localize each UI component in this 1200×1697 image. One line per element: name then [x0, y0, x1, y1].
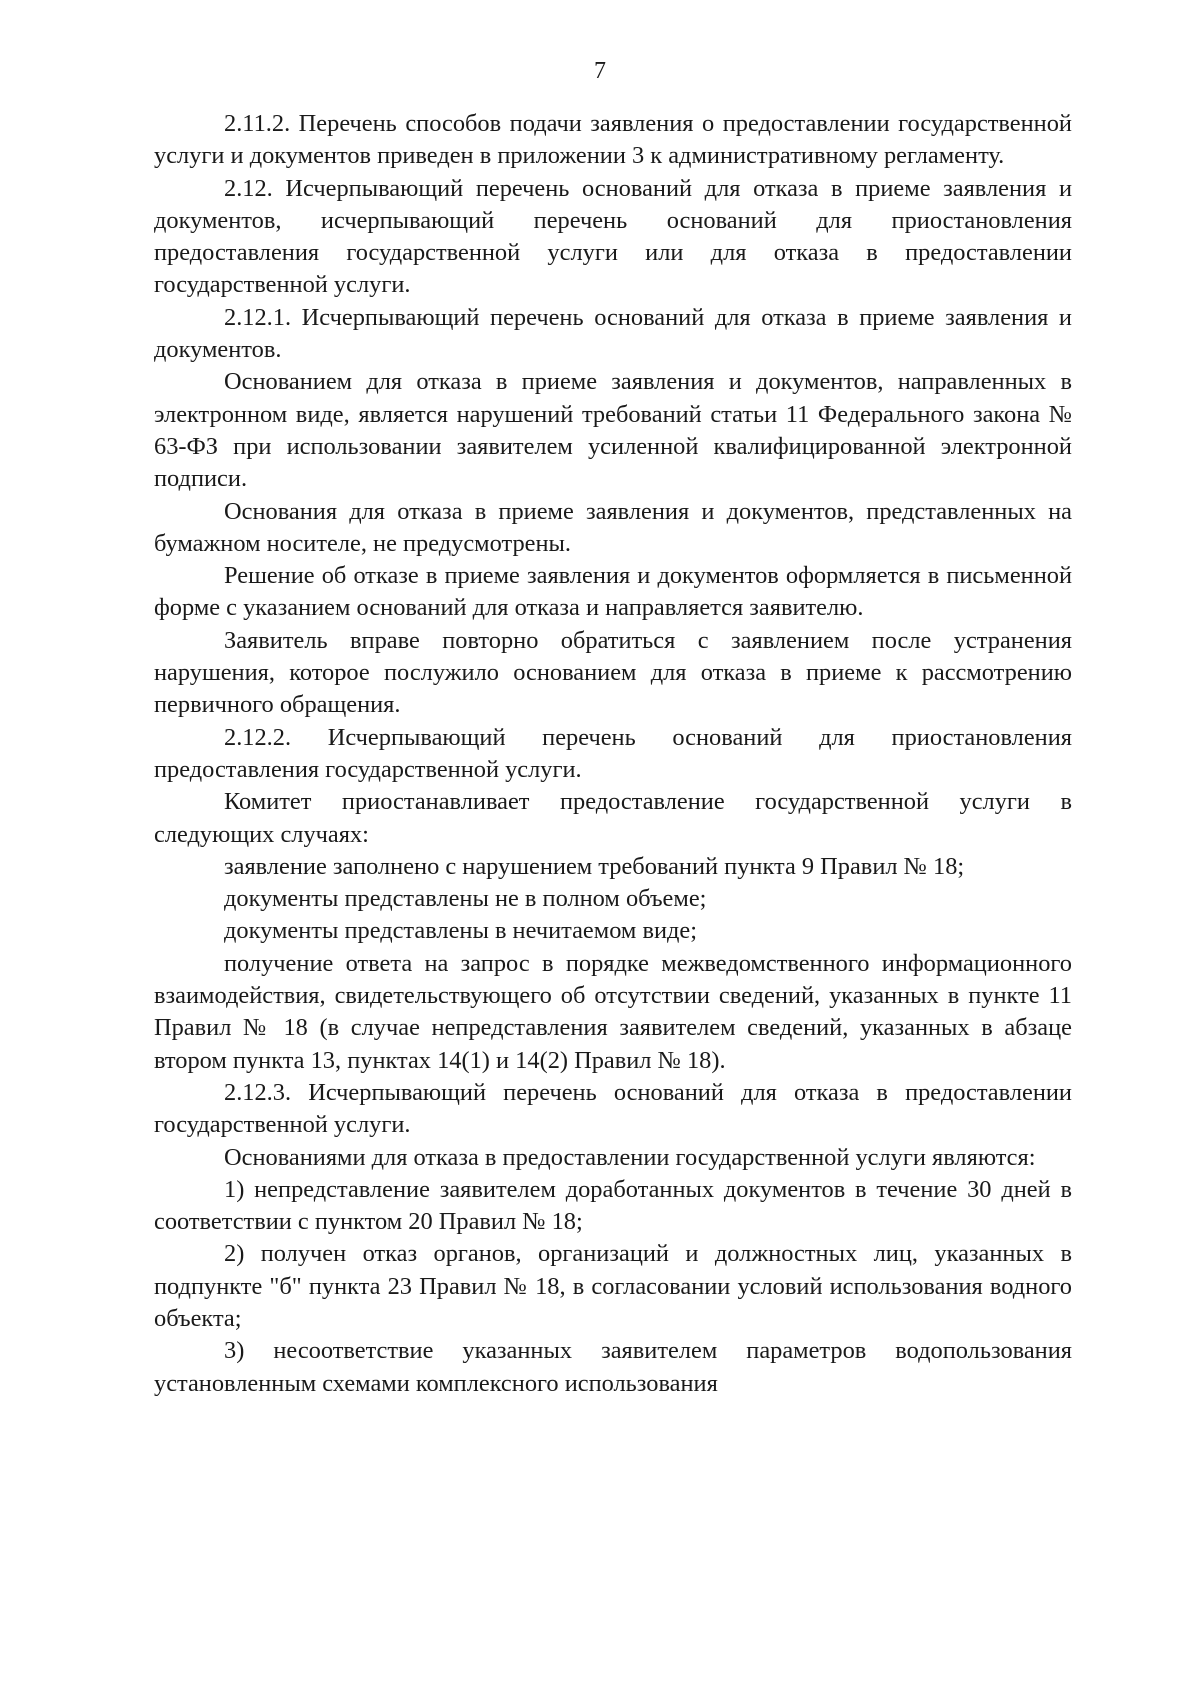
- paragraph-paper-refusal-basis: Основания для отказа в приеме заявления и документов, представленных на бумажном носителе, не предусмотрены.: [154, 497, 1072, 557]
- document-body: [154, 108, 1072, 1400]
- page-number: 7: [594, 58, 606, 84]
- list-item-suspension-2: документы представлены не в полном объеме;: [224, 885, 707, 913]
- list-item-refusal-2: 2) получен отказ органов, организаций и должностных лиц, указанных в подпункте "б" пункта 23 Правил № 18, в согласовании условий использования водного объекта;: [154, 1240, 1072, 1332]
- paragraph-refusal-decision: Решение об отказе в приеме заявления и документов оформляется в письменной форме с указанием оснований для отказа и направляется заявителю.: [154, 562, 1072, 622]
- list-item-suspension-3: документы представлены в нечитаемом виде;: [224, 917, 698, 945]
- paragraph-electronic-refusal-basis: Основанием для отказа в приеме заявления и документов, направленных в электронном виде, является нарушений требований статьи 11 Федерального закона № 63-ФЗ при использовании заявителем усиленной квалифицированной электронной подписи.: [154, 368, 1072, 493]
- paragraph-reapplication: Заявитель вправе повторно обратиться с заявлением после устранения нарушения, которое послужило основанием для отказа в приеме к рассмотрению первичного обращения.: [154, 626, 1072, 719]
- list-item-suspension-1: заявление заполнено с нарушением требований пункта 9 Правил № 18;: [224, 852, 965, 880]
- paragraph-suspension-intro: Комитет приостанавливает предоставление государственной услуги в следующих случаях:: [154, 788, 1072, 848]
- paragraph-2-12: 2.12. Исчерпывающий перечень оснований для отказа в приеме заявления и документов, исчерпывающий перечень оснований для приостановления предоставления государственной услуги или для отказа в предоставлении государственной услуги.: [154, 174, 1072, 299]
- paragraph-refusal-grounds-intro: Основаниями для отказа в предоставлении государственной услуги являются:: [224, 1143, 1036, 1171]
- list-item-refusal-3: 3) несоответствие указанных заявителем параметров водопользования установленным схемами комплексного использования: [154, 1337, 1072, 1397]
- list-item-refusal-1: 1) непредставление заявителем доработанных документов в течение 30 дней в соответствии с пунктом 20 Правил № 18;: [154, 1175, 1072, 1236]
- list-item-suspension-4: получение ответа на запрос в порядке межведомственного информационного взаимодействия, свидетельствующего об отсутствии сведений, указанных в пункте 11 Правил № 18 (в случае непредставления заявителем сведений, указанных в абзаце втором пункта 13, пунктах 14(1) и 14(2) Правил № 18).: [154, 949, 1072, 1074]
- paragraph-2-12-2: 2.12.2. Исчерпывающий перечень оснований для приостановления предоставления государственной услуги.: [154, 723, 1072, 783]
- paragraph-2-12-1: 2.12.1. Исчерпывающий перечень оснований для отказа в приеме заявления и документов.: [154, 303, 1072, 364]
- paragraph-2-11-2: 2.11.2. Перечень способов подачи заявления о предоставлении государственной услуги и документов приведен в приложении 3 к административному регламенту.: [154, 110, 1072, 170]
- paragraph-2-12-3: 2.12.3. Исчерпывающий перечень оснований для отказа в предоставлении государственной услуги.: [154, 1078, 1072, 1139]
